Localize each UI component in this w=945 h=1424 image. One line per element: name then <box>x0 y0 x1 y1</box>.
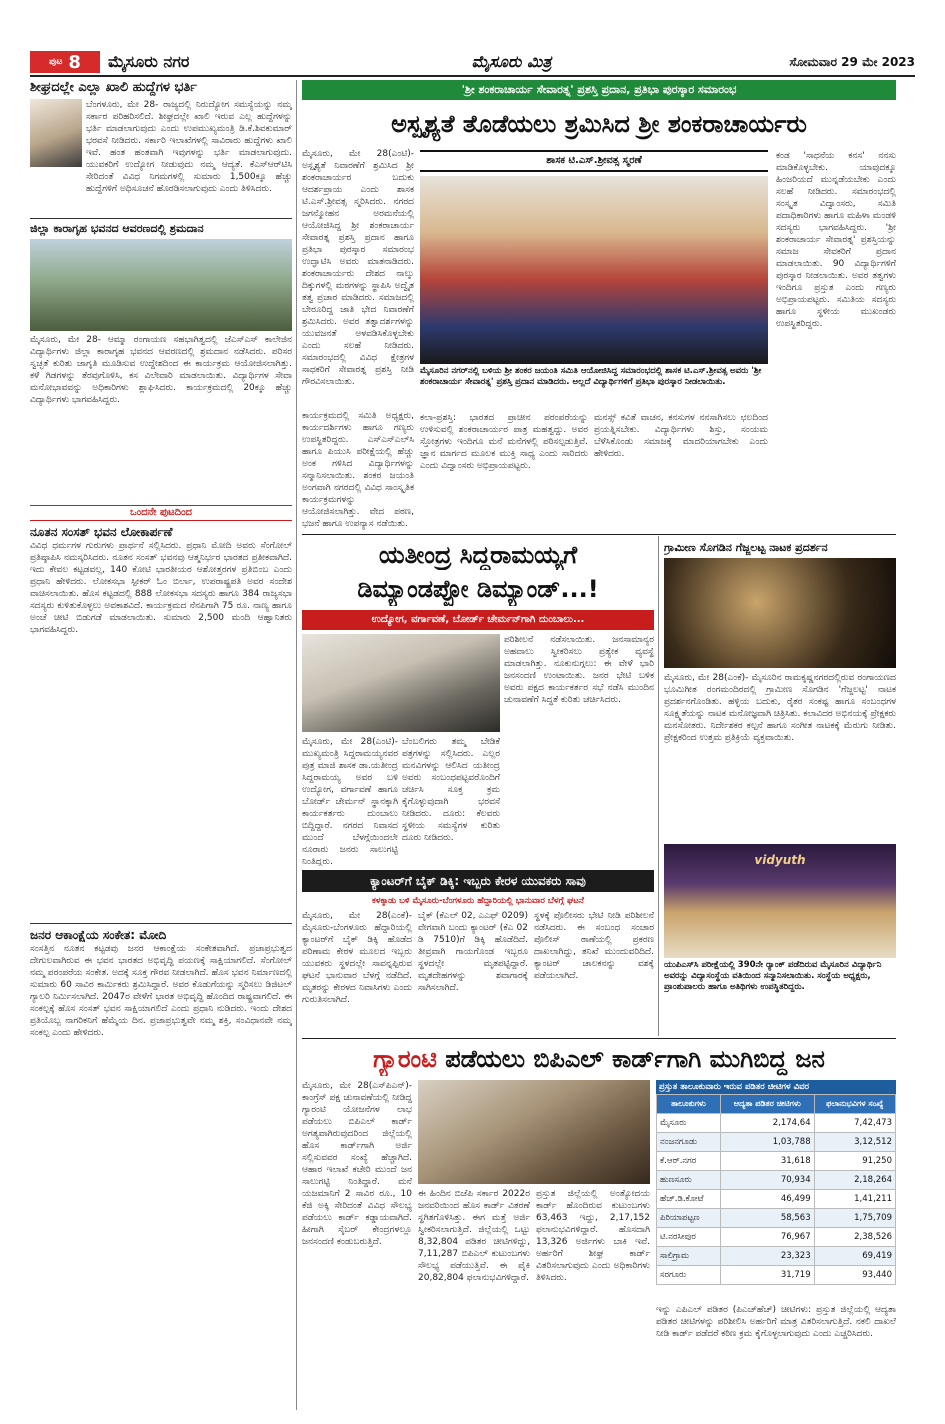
story1-headline: ಶೀಘ್ರದಲ್ಲೇ ಎಲ್ಲಾ ಖಾಲಿ ಹುದ್ದೆಗಳ ಭರ್ತಿ <box>30 80 198 95</box>
taluk-name: ನಂಜನಗೂಡು <box>657 1133 721 1152</box>
table-row <box>657 1266 896 1285</box>
bottom-headline-rest: ಪಡೆಯಲು ಬಿಪಿಎಲ್ ಕಾರ್ಡ್‌ಗಾಗಿ ಮುಗಿಬಿದ್ದ ಜನ <box>445 1045 825 1073</box>
top-story-right: ಕಂಡ 'ಸಾಧನೆಯ ಕನಸ' ನನಸು ಮಾಡಿಕೊಳ್ಳಬೇಕು. ಯಾವುದಕ್ಕೂ ಹಿಂಜರಿಯದೆ ಮುನ್ನಡೆಯಬೇಕು ಎಂದು ಸಲಹೆ ನೀಡಿದರು. ಸಮಾರಂಭದಲ್ಲಿ ಸಂಸ್ಕೃತ ವಿದ್ವಾಂಸರು, ಸಮಿತಿ ಪದಾಧಿಕಾರಿಗಳು ಹಾಗೂ ಮಹಿಳಾ ಮಂಡಳಿ ಸದಸ್ಯರು ಭಾಗವಹಿಸಿದ್ದರು. 'ಶ್ರೀ ಶಂಕರಾಚಾರ್ಯ ಸೇವಾರತ್ನ' ಪ್ರಶಸ್ತಿಯನ್ನು ಸಮಾಜ ಸೇವಕರಿಗೆ ಪ್ರದಾನ ಮಾಡಲಾಯಿತು. 90 ವಿದ್ಯಾರ್ಥಿಗಳಿಗೆ ಪುರಸ್ಕಾರ ನೀಡಲಾಯಿತು. ಅವರ ತತ್ವಗಳು ಇಂದಿಗೂ ಪ್ರಸ್ತುತ ಎಂದು ಗಣ್ಯರು ಅಭಿಪ್ರಾಯಪಟ್ಟರು. ಸಮಿತಿಯ ಸದಸ್ಯರು ಹಾಗೂ ಸ್ಥಳೀಯ ಮುಖಂಡರು ಉಪಸ್ಥಿತರಿದ್ದರು. <box>776 151 896 329</box>
paper-name: ಮೈಸೂರು ಮಿತ್ರ <box>471 52 552 71</box>
bottom-col2: ಈ ಹಿಂದಿನ ಬಿಜೆಪಿ ಸರ್ಕಾರ 2022ರ ಜನವರಿಯಿಂದ ಹೊಸ ಕಾರ್ಡ್ ವಿತರಣೆ ಸ್ಥಗಿತಗೊಳಿಸಿತ್ತು. ಈಗ ಮತ್ತೆ ಅರ್ಜಿ ಸ್ವೀಕರಿಸಲಾಗುತ್ತಿದೆ. ಜಿಲ್ಲೆಯಲ್ಲಿ ಒಟ್ಟು 8,32,804 ಪಡಿತರ ಚೀಟಿಗಳಿದ್ದು, 7,11,287 ಬಿಪಿಎಲ್ ಕುಟುಂಬಗಳು ಸೌಲಭ್ಯ ಪಡೆಯುತ್ತಿವೆ. ಈ ಪೈಕಿ 20,82,804 ಫಲಾನುಭವಿಗಳಿದ್ದಾರೆ. <box>418 1189 530 1283</box>
mid-headline-1: ಯತೀಂದ್ರ ಸಿದ್ದರಾಮಯ್ಯಗೆ <box>378 541 578 569</box>
taluk-name: ಪಿರಿಯಾಪಟ್ಟಣ <box>657 1209 721 1228</box>
ration-col-header: ಆದ್ಯತಾ ಪಡಿತರ ಚೀಟಿಗಳು <box>720 1095 814 1114</box>
section-name: ಮೈಸೂರು ನಗರ <box>108 52 190 71</box>
top-story-subbar: ಶಾಸಕ ಟಿ.ಎಸ್.ಶ್ರೀವತ್ಸ ಸ್ಮರಣೆ <box>420 150 768 172</box>
priority-cards: 1,03,788 <box>720 1133 814 1152</box>
award-photo-caption: ಮೈಸೂರಿನ ನಗರ್‌ನಲ್ಲಿ ಬಳಿಯ ಶ್ರೀ ಶಂಕರ ಜಯಂತಿ ಸಮಿತಿ ಆಯೋಜಿಸಿದ್ದ ಸಮಾರಂಭದಲ್ಲಿ ಶಾಸಕ ಟಿ.ಎಸ್.ಶ್ರೀವತ್ಸ ಅವರು 'ಶ್ರೀ ಶಂಕರಾಚಾರ್ಯ ಸೇವಾರತ್ನ' ಪ್ರಶಸ್ತಿ ಪ್ರದಾನ ಮಾಡಿದರು. ಅಲ್ಲದೆ ವಿದ್ಯಾರ್ಥಿಗಳಿಗೆ ಪ್ರತಿಭಾ ಪುರಸ್ಕಾರ ನೀಡಲಾಯಿತು. <box>420 366 762 387</box>
story3-text: ವಿವಿಧ ಧರ್ಮಗಳ ಗುರುಗಳು ಪ್ರಾರ್ಥನೆ ಸಲ್ಲಿಸಿದರು. ಪ್ರಧಾನಿ ಮೋದಿ ಅವರು ಸೆಂಗೋಲ್ ಪ್ರತಿಷ್ಠಾಪಿಸಿ ನಮಸ್ಕರಿಸಿದರು. ನೂತನ ಸಂಸತ್ ಭವನವು ಆತ್ಮನಿರ್ಭರ ಭಾರತದ ಪ್ರತೀಕವಾಗಿದೆ. ಇದು ಕೇವಲ ಕಟ್ಟಡವಲ್ಲ, 140 ಕೋಟಿ ಭಾರತೀಯರ ಆಶೋತ್ತರಗಳ ಪ್ರತಿಬಿಂಬ ಎಂದು ಪ್ರಧಾನಿ ಹೇಳಿದರು. ಲೋಕಸಭಾ ಸ್ಪೀಕರ್ ಓಂ ಬಿರ್ಲಾ, ಉಪರಾಷ್ಟ್ರಪತಿ ಅವರ ಸಂದೇಶ ವಾಚಿಸಲಾಯಿತು. ಹೊಸ ಕಟ್ಟಡದಲ್ಲಿ 888 ಲೋಕಸಭಾ ಸದಸ್ಯರು ಹಾಗೂ 384 ರಾಜ್ಯಸಭಾ ಸದಸ್ಯರು ಕುಳಿತುಕೊಳ್ಳಲು ಅವಕಾಶವಿದೆ. ಕಾರ್ಯಕ್ರಮದ ನೆನಪಿಗಾಗಿ 75 ರೂ. ನಾಣ್ಯ ಹಾಗೂ ಅಂಚೆ ಚೀಟಿ ಬಿಡುಗಡೆ ಮಾಡಲಾಯಿತು. ಸುಮಾರು 2,500 ಮಂದಿ ಆಹ್ವಾನಿತರು ಭಾಗವಹಿಸಿದ್ದರು. <box>30 541 292 635</box>
beneficiaries: 91,250 <box>814 1152 895 1171</box>
table-row <box>657 1228 896 1247</box>
ration-table <box>656 1094 896 1285</box>
priority-cards: 70,934 <box>720 1171 814 1190</box>
taluk-name: ಹೆಚ್.ಡಿ.ಕೋಟೆ <box>657 1190 721 1209</box>
priority-cards: 58,563 <box>720 1209 814 1228</box>
mid-red-bar: ಉದ್ಯೋಗ, ವರ್ಗಾವಣೆ, ಬೋರ್ಡ್ ಚೇರ್ಮನ್‌ಗಾಗಿ ದುಂಬಾಲು... <box>302 610 654 630</box>
ration-col-header: ಫಲಾನುಭವಿಗಳ ಸಂಖ್ಯೆ <box>814 1095 895 1114</box>
drama-headline: ಗ್ರಾಮೀಣ ಸೊಗಡಿನ ಗೆಜ್ಜಲಟ್ಟ ನಾಟಕ ಪ್ರದರ್ಶನ <box>664 541 828 554</box>
crowd-photo <box>302 634 500 732</box>
beneficiaries: 2,18,264 <box>814 1171 895 1190</box>
bottom-col3: ಪ್ರಸ್ತುತ ಜಿಲ್ಲೆಯಲ್ಲಿ ಅಂತ್ಯೋದಯ ಕಾರ್ಡ್ ಹೊಂದಿರುವ ಕುಟುಂಬಗಳು 63,463 ಇದ್ದು, 2,17,152 ಫಲಾನುಭವಿಗಳಿದ್ದಾರೆ. ಹೊಸದಾಗಿ 13,326 ಅರ್ಜಿಗಳು ಬಾಕಿ ಇವೆ. ಅರ್ಹರಿಗೆ ಶೀಘ್ರ ಕಾರ್ಡ್ ವಿತರಿಸಲಾಗುವುದು ಎಂದು ಅಧಿಕಾರಿಗಳು ತಿಳಿಸಿದರು. <box>536 1189 650 1283</box>
top-story-col4: ಮನಸ್ಸ್ ಕವಿತೆ ವಾಚನ, ಕನಸುಗಳ ನನಸಾಗಿಸಲು ಛಲದಿಂದ ಪ್ರಯತ್ನಿಸಬೇಕು. ವಿದ್ಯಾರ್ಥಿಗಳು ಶಿಸ್ತು, ಸಂಯಮ ಬೆಳೆಸಿಕೊಂಡು ಸಮಾಜಕ್ಕೆ ಮಾದರಿಯಾಗಬೇಕು ಎಂದು ಹೇಳಿದರು. <box>594 413 768 459</box>
page-number-box <box>30 51 100 73</box>
accident-col3: ಸ್ಥಳಕ್ಕೆ ಪೊಲೀಸರು ಭೇಟಿ ನೀಡಿ ಪರಿಶೀಲನೆ ನಡೆಸಿದರು. ಈ ಸಂಬಂಧ ಸಂಚಾರ ಪೊಲೀಸ್ ಠಾಣೆಯಲ್ಲಿ ಪ್ರಕರಣ ದಾಖಲಾಗಿದ್ದು, ತನಿಖೆ ಮುಂದುವರಿದಿದೆ. ಕ್ಯಾಂಟರ್ ಚಾಲಕನನ್ನು ವಶಕ್ಕೆ ಪಡೆಯಲಾಗಿದೆ. <box>534 911 654 981</box>
mid-col2: ಬೆಂಬಲಿಗರು ತಮ್ಮ ಬೇಡಿಕೆ ಪತ್ರಗಳನ್ನು ಸಲ್ಲಿಸಿದರು. ಎಲ್ಲರ ಮನವಿಗಳನ್ನು ಆಲಿಸಿದ ಯತೀಂದ್ರ ಅವರು ಸಂಬಂಧಪಟ್ಟವರೊಂದಿಗೆ ಚರ್ಚಿಸಿ ಸೂಕ್ತ ಕ್ರಮ ಕೈಗೊಳ್ಳುವುದಾಗಿ ಭರವಸೆ ನೀಡಿದರು. ದೂರು: ಕೆಲವರು ಸ್ಥಳೀಯ ಸಮಸ್ಯೆಗಳ ಕುರಿತು ದೂರು ನೀಡಿದರು. <box>402 737 500 843</box>
bottom-headline-red: ಗ್ಯಾರಂಟಿ <box>373 1045 437 1073</box>
page-label: ಪುಟ <box>49 57 63 67</box>
table-row <box>657 1209 896 1228</box>
taluk-name: ಸಾಲಿಗ್ರಾಮ <box>657 1247 721 1266</box>
mid-col1: ಮೈಸೂರು, ಮೇ 28(ಎಂಟಿ)- ಮುಖ್ಯಮಂತ್ರಿ ಸಿದ್ದರಾಮಯ್ಯನವರ ಪುತ್ರ ಮಾಜಿ ಶಾಸಕ ಡಾ.ಯತೀಂದ್ರ ಸಿದ್ದರಾಮಯ್ಯ ಅವರ ಬಳಿ ಉದ್ಯೋಗ, ವರ್ಗಾವಣೆ ಹಾಗೂ ಬೋರ್ಡ್ ಚೇರ್ಮನ್ ಸ್ಥಾನಕ್ಕಾಗಿ ಕಾರ್ಯಕರ್ತರು ದುಂಬಾಲು ಬಿದ್ದಿದ್ದಾರೆ. ನಗರದ ನಿವಾಸದ ಮುಂದೆ ಬೆಳಗ್ಗೆಯಿಂದಲೇ ನೂರಾರು ಜನರು ಸಾಲುಗಟ್ಟಿ ನಿಂತಿದ್ದರು. <box>302 737 398 866</box>
table-row <box>657 1114 896 1133</box>
table-row <box>657 1133 896 1152</box>
page-number: 8 <box>68 51 81 73</box>
taluk-name: ಟಿ.ನರಸೀಪುರ <box>657 1228 721 1247</box>
table-row <box>657 1190 896 1209</box>
story3-headline: ನೂತನ ಸಂಸತ್ ಭವನ ಲೋಕಾರ್ಪಣೆ <box>30 525 173 539</box>
priority-cards: 31,618 <box>720 1152 814 1171</box>
top-story-headline: ಅಸ್ಪೃಶ್ಯತೆ ತೊಡೆಯಲು ಶ್ರಮಿಸಿದ ಶ್ರೀ ಶಂಕರಾಚಾರ್ಯರು <box>391 110 807 138</box>
stage-sign: vidyuth <box>754 853 806 867</box>
priority-cards: 76,967 <box>720 1228 814 1247</box>
beneficiaries: 1,75,709 <box>814 1209 895 1228</box>
priority-cards: 46,499 <box>720 1190 814 1209</box>
priority-cards: 31,719 <box>720 1266 814 1285</box>
ration-table-block <box>656 1080 896 1300</box>
bottom-headline <box>302 1042 896 1076</box>
top-story-col2: ಕಾರ್ಯಕ್ರಮದಲ್ಲಿ ಸಮಿತಿ ಅಧ್ಯಕ್ಷರು, ಕಾರ್ಯದರ್ಶಿಗಳು ಹಾಗೂ ಗಣ್ಯರು ಉಪಸ್ಥಿತರಿದ್ದರು. ಎಸ್ಎಸ್ಎಲ್‌ಸಿ ಹಾಗೂ ಪಿಯುಸಿ ಪರೀಕ್ಷೆಯಲ್ಲಿ ಹೆಚ್ಚು ಅಂಕ ಗಳಿಸಿದ ವಿದ್ಯಾರ್ಥಿಗಳನ್ನು ಸನ್ಮಾನಿಸಲಾಯಿತು. ಶಂಕರ ಜಯಂತಿ ಅಂಗವಾಗಿ ನಗರದಲ್ಲಿ ವಿವಿಧ ಸಾಂಸ್ಕೃತಿಕ ಕಾರ್ಯಕ್ರಮಗಳನ್ನು ಆಯೋಜಿಸಲಾಗಿತ್ತು. ವೇದ ಪಠಣ, ಭಜನೆ ಹಾಗೂ ಉಪನ್ಯಾಸ ನಡೆಯಿತು. <box>302 411 414 529</box>
left-column <box>30 80 292 1410</box>
top-story-col1: ಮೈಸೂರು, ಮೇ 28(ಎಂಟಿ)- ಅಸ್ಪೃಶ್ಯತೆ ನಿವಾರಣೆಗೆ ಶ್ರಮಿಸಿದ ಶ್ರೀ ಶಂಕರಾಚಾರ್ಯರ ಬದುಕು ಆದರ್ಶಪ್ರಾಯ ಎಂದು ಶಾಸಕ ಟಿ.ಎಸ್.ಶ್ರೀವತ್ಸ ಸ್ಮರಿಸಿದರು. ನಗರದ ಜಗನ್ಮೋಹನ ಅರಮನೆಯಲ್ಲಿ ಆಯೋಜಿಸಿದ್ದ ಶ್ರೀ ಶಂಕರಾಚಾರ್ಯ ಸೇವಾರತ್ನ ಪ್ರಶಸ್ತಿ ಪ್ರದಾನ ಹಾಗೂ ಪ್ರತಿಭಾ ಪುರಸ್ಕಾರ ಸಮಾರಂಭ ಉದ್ಘಾಟಿಸಿ ಅವರು ಮಾತನಾಡಿದರು. ಶಂಕರಾಚಾರ್ಯರು ದೇಶದ ನಾಲ್ಕು ದಿಕ್ಕುಗಳಲ್ಲಿ ಮಠಗಳನ್ನು ಸ್ಥಾಪಿಸಿ ಅದ್ವೈತ ತತ್ವ ಪ್ರಚಾರ ಮಾಡಿದರು. ಸಮಾಜದಲ್ಲಿ ಬೇರೂರಿದ್ದ ಜಾತಿ ಭೇದ ನಿವಾರಣೆಗೆ ಶ್ರಮಿಸಿದರು. ಅವರ ತತ್ವಾದರ್ಶಗಳನ್ನು ಯುವಜನತೆ ಅಳವಡಿಸಿಕೊಳ್ಳಬೇಕು ಎಂದು ಸಲಹೆ ನೀಡಿದರು. ಸಮಾರಂಭದಲ್ಲಿ ವಿವಿಧ ಕ್ಷೇತ್ರಗಳ ಸಾಧಕರಿಗೆ ಸೇವಾರತ್ನ ಪ್ರಶಸ್ತಿ ನೀಡಿ ಗೌರವಿಸಲಾಯಿತು. <box>302 149 414 387</box>
story4-headline: ಜನರ ಆಕಾಂಕ್ಷೆಯ ಸಂಕೇತ: ಮೋದಿ <box>30 928 167 942</box>
cleanup-photo <box>30 239 292 331</box>
accident-headline: ಕ್ಯಾಂಟರ್‌ಗೆ ಬೈಕ್ ಡಿಕ್ಕಿ: ಇಬ್ಬರು ಕೇರಳ ಯುವಕರು ಸಾವು <box>302 870 654 892</box>
drama-text: ಮೈಸೂರು, ಮೇ 28(ಎಂಕೆ)- ಮೈಸೂರಿನ ರಾಮಕೃಷ್ಣನಗರದಲ್ಲಿರುವ ರಂಗಾಯಣದ ಭೂಮಿಗೀತ ರಂಗಮಂದಿರದಲ್ಲಿ ಗ್ರಾಮೀಣ ಸೊಗಡಿನ 'ಗೆಜ್ಜಲಟ್ಟ' ನಾಟಕ ಪ್ರದರ್ಶನಗೊಂಡಿತು. ಹಳ್ಳಿಯ ಬದುಕು, ರೈತರ ಸಂಕಷ್ಟ ಹಾಗೂ ಸಂಬಂಧಗಳ ಸೂಕ್ಷ್ಮತೆಯನ್ನು ನಾಟಕ ಮನೋಜ್ಞವಾಗಿ ಚಿತ್ರಿಸಿತು. ಕಲಾವಿದರ ಅಭಿನಯಕ್ಕೆ ಪ್ರೇಕ್ಷಕರು ಮನಸೋತರು. ನಿರ್ದೇಶಕರ ಕಲ್ಪನೆ ಹಾಗೂ ಸಂಗೀತ ನಾಟಕಕ್ಕೆ ಮೆರುಗು ನೀಡಿತು. ಪ್ರೇಕ್ಷಕರಿಂದ ಉತ್ತಮ ಪ್ರತಿಕ್ರಿಯೆ ವ್ಯಕ್ತವಾಯಿತು. <box>664 673 896 743</box>
beneficiaries: 69,419 <box>814 1247 895 1266</box>
priority-cards: 23,323 <box>720 1247 814 1266</box>
story4-text: ಸಂಸತ್ತಿನ ನೂತನ ಕಟ್ಟಡವು ಜನರ ಆಕಾಂಕ್ಷೆಯ ಸಂಕೇತವಾಗಿದೆ. ಪ್ರಜಾಪ್ರಭುತ್ವದ ದೇಗುಲವಾಗಿರುವ ಈ ಭವನ ಭಾರತದ ಅಭಿವೃದ್ಧಿ ಪಯಣಕ್ಕೆ ಸಾಕ್ಷಿಯಾಗಲಿದೆ. ಸೆಂಗೋಲ್ ನಮ್ಮ ಪರಂಪರೆಯ ಸಂಕೇತ. ಅದಕ್ಕೆ ಸೂಕ್ತ ಗೌರವ ನೀಡಲಾಗಿದೆ. ಹೊಸ ಭವನ ನಿರ್ಮಾಣದಲ್ಲಿ ಸುಮಾರು 60 ಸಾವಿರ ಕಾರ್ಮಿಕರು ಶ್ರಮಿಸಿದ್ದಾರೆ. ಅವರ ಕೊಡುಗೆಯನ್ನು ಸ್ಮರಿಸಲು ಡಿಜಿಟಲ್ ಗ್ಯಾಲರಿ ನಿರ್ಮಿಸಲಾಗಿದೆ. 2047ರ ವೇಳೆಗೆ ಭಾರತ ಅಭಿವೃದ್ಧಿ ಹೊಂದಿದ ರಾಷ್ಟ್ರವಾಗಲಿದೆ. ಈ ಸಂಕಲ್ಪಕ್ಕೆ ಹೊಸ ಸಂಸತ್ ಭವನ ಸಾಕ್ಷಿಯಾಗಲಿದೆ ಎಂದು ಪ್ರಧಾನಿ ನುಡಿದರು. ಇಂದು ದೇಶದ ಪ್ರತಿಯೊಬ್ಬ ನಾಗರಿಕನಿಗೆ ಹೆಮ್ಮೆಯ ದಿನ. ಪ್ರಜಾಪ್ರಭುತ್ವವೇ ನಮ್ಮ ಶಕ್ತಿ, ಸಂವಿಧಾನವೇ ನಮ್ಮ ಸಂಕಲ್ಪ ಎಂದು ಹೇಳಿದರು. <box>30 944 292 1038</box>
issue-date: ಸೋಮವಾರ 29 ಮೇ 2023 <box>789 54 915 69</box>
masthead <box>30 50 915 74</box>
story1-text: ಬೆಂಗಳೂರು, ಮೇ 28- ರಾಜ್ಯದಲ್ಲಿ ನಿರುದ್ಯೋಗ ಸಮಸ್ಯೆಯನ್ನು ನಮ್ಮ ಸರ್ಕಾರ ಪರಿಹರಿಸಲಿದೆ. ಶೀಘ್ರದಲ್ಲೇ ಖಾಲಿ ಇರುವ ಎಲ್ಲ ಹುದ್ದೆಗಳನ್ನು ಭರ್ತಿ ಮಾಡಲಾಗುವುದು ಎಂದು ಉಪಮುಖ್ಯಮಂತ್ರಿ ಡಿ.ಕೆ.ಶಿವಕುಮಾರ್ ಭರವಸೆ ನೀಡಿದರು. ಸರ್ಕಾರಿ ಇಲಾಖೆಗಳಲ್ಲಿ ಸಾವಿರಾರು ಹುದ್ದೆಗಳು ಖಾಲಿ ಇವೆ. ಹಂತ ಹಂತವಾಗಿ ಇವುಗಳನ್ನು ಭರ್ತಿ ಮಾಡಲಾಗುವುದು. ಯುವಕರಿಗೆ ಉದ್ಯೋಗ ನೀಡುವುದು ನಮ್ಮ ಆದ್ಯತೆ. ಕೆಎಸ್ಆರ್‌ಟಿಸಿ ಸೇರಿದಂತೆ ವಿವಿಧ ನಿಗಮಗಳಲ್ಲಿ ಸುಮಾರು 1,500ಕ್ಕೂ ಹೆಚ್ಚು ಹುದ್ದೆಗಳಿಗೆ ಅಧಿಸೂಚನೆ ಹೊರಡಿಸಲಾಗುವುದು ಎಂದು ತಿಳಿಸಿದರು. <box>86 100 292 194</box>
bottom-right-text: ಇನ್ನು ಎಪಿಎಲ್ ಪಡಿತರ (ಪಿಎಚ್‌ಹೆಚ್) ಚೀಟಿಗಳು: ಪ್ರಸ್ತುತ ಜಿಲ್ಲೆಯಲ್ಲಿ ಆದ್ಯತಾ ಪಡಿತರ ಚೀಟಿಗಳನ್ನು ಪರಿಶೀಲಿಸಿ ಅರ್ಹರಿಗೆ ಮಾತ್ರ ವಿತರಿಸಲಾಗುತ್ತಿದೆ. ನಕಲಿ ದಾಖಲೆ ನೀಡಿ ಕಾರ್ಡ್ ಪಡೆದರೆ ಕಠಿಣ ಕ್ರಮ ಕೈಗೊಳ್ಳಲಾಗುವುದು ಎಂದು ಎಚ್ಚರಿಸಿದರು. <box>656 1305 896 1339</box>
table-row <box>657 1152 896 1171</box>
felicitation-caption: ಯುಪಿಎಸ್‌ಸಿ ಪರೀಕ್ಷೆಯಲ್ಲಿ 390ನೇ ರ್‍ಯಾಂಕ್ ಪಡೆದಿರುವ ಮೈಸೂರಿನ ವಿದ್ಯಾರ್ಥಿನಿ ಅವರನ್ನು ವಿದ್ಯಾಸಂಸ್ಥೆಯ ವತಿಯಿಂದ ಸನ್ಮಾನಿಸಲಾಯಿತು. ಸಂಸ್ಥೆಯ ಅಧ್ಯಕ್ಷರು, ಪ್ರಾಂಶುಪಾಲರು ಹಾಗೂ ಅತಿಥಿಗಳು ಉಪಸ್ಥಿತರಿದ್ದರು. <box>664 960 882 992</box>
taluk-name: ಮೈಸೂರು <box>657 1114 721 1133</box>
award-ceremony-photo <box>420 176 768 364</box>
story2-headline: ಜಿಲ್ಲಾ ಕಾರಾಗೃಹ ಭವನದ ಆವರಣದಲ್ಲಿ ಶ್ರಮದಾನ <box>30 222 204 235</box>
ration-table-title: ಪ್ರಸ್ತುತ ತಾಲೂಕುವಾರು ಇರುವ ಪಡಿತರ ಚೀಟಿಗಳ ವಿವರ <box>656 1080 896 1094</box>
bottom-section-rule <box>302 1038 896 1039</box>
dk-shivakumar-photo <box>30 99 82 167</box>
mid-right-divider <box>658 536 659 1036</box>
felicitation-photo <box>664 844 896 958</box>
accident-col1: ಮೈಸೂರು, ಮೇ 28(ಎಂಕೆ)- ಮೈಸೂರು-ಬೆಂಗಳೂರು ಹೆದ್ದಾರಿಯಲ್ಲಿ ಕ್ಯಾಂಟರ್‌ಗೆ ಬೈಕ್ ಡಿಕ್ಕಿ ಹೊಡೆದ ಪರಿಣಾಮ ಕೇರಳ ಮೂಲದ ಇಬ್ಬರು ಯುವಕರು ಸ್ಥಳದಲ್ಲೇ ಸಾವನ್ನಪ್ಪಿರುವ ಘಟನೆ ಭಾನುವಾರ ಬೆಳಗ್ಗೆ ನಡೆದಿದೆ. ಮೃತರನ್ನು ಕೇರಳದ ನಿವಾಸಿಗಳು ಎಂದು ಗುರುತಿಸಲಾಗಿದೆ. <box>302 911 412 1005</box>
taluk-name: ಹುಣಸೂರು <box>657 1171 721 1190</box>
taluk-name: ಸರಗೂರು <box>657 1266 721 1285</box>
table-row <box>657 1171 896 1190</box>
beneficiaries: 93,440 <box>814 1266 895 1285</box>
table-row <box>657 1247 896 1266</box>
taluk-name: ಕೆ.ಆರ್.ನಗರ <box>657 1152 721 1171</box>
mid-col3: ಪರಿಶೀಲನೆ ನಡೆಸಲಾಯಿತು. ಜನಸಾಮಾನ್ಯರ ಅಹವಾಲು ಸ್ವೀಕರಿಸಲು ಪ್ರತ್ಯೇಕ ವ್ಯವಸ್ಥೆ ಮಾಡಲಾಗಿತ್ತು. ನೂಕುನುಗ್ಗಲು: ಈ ವೇಳೆ ಭಾರಿ ಜನಸಂದಣಿ ಉಂಟಾಯಿತು. ಜನರ ಭೇಟಿ ಬಳಿಕ ಅವರು ಪಕ್ಷದ ಕಾರ್ಯಕರ್ತರ ಸಭೆ ನಡೆಸಿ ಮುಂದಿನ ಚುನಾವಣೆಗೆ ಸಿದ್ಧತೆ ಕುರಿತು ಚರ್ಚಿಸಿದರು. <box>504 635 654 705</box>
bpl-queue-photo <box>418 1080 650 1184</box>
accident-col2: ಬೈಕ್ (ಕೆಎಲ್ 02, ಎಎಫ್ 0209) ವೇಗವಾಗಿ ಬಂದು ಕ್ಯಾಂಟರ್ (ಕೆಎ 02 ಡಿ 7510)ಗೆ ಡಿಕ್ಕಿ ಹೊಡೆದಿದೆ. ತೀವ್ರವಾಗಿ ಗಾಯಗೊಂಡ ಇಬ್ಬರೂ ಸ್ಥಳದಲ್ಲೇ ಮೃತಪಟ್ಟಿದ್ದಾರೆ. ಮೃತದೇಹಗಳನ್ನು ಶವಾಗಾರಕ್ಕೆ ಸಾಗಿಸಲಾಗಿದೆ. <box>418 911 528 993</box>
mid-headline-2: ಡಿಮ್ಯಾಂಡಪ್ಪೋ ಡಿಮ್ಯಾಂಡ್...! <box>357 575 599 603</box>
top-story-col3: ಕಲಾ-ಪ್ರಶಸ್ತಿ: ಭಾರತದ ಪ್ರಾಚೀನ ಪರಂಪರೆಯನ್ನು ಉಳಿಸುವಲ್ಲಿ ಶಂಕರಾಚಾರ್ಯರ ಪಾತ್ರ ಮಹತ್ವದ್ದು. ಅವರ ಸ್ತೋತ್ರಗಳು ಇಂದಿಗೂ ಮನೆ ಮನೆಗಳಲ್ಲಿ ಪಠಿಸಲ್ಪಡುತ್ತಿವೆ. ಜ್ಞಾನ ಮಾರ್ಗದ ಮೂಲಕ ಮುಕ್ತಿ ಸಾಧ್ಯ ಎಂದು ಸಾರಿದರು ಎಂದು ವಿದ್ವಾಂಸರು ಅಭಿಪ್ರಾಯಪಟ್ಟರು. <box>420 413 588 471</box>
top-story-bottom-rule <box>302 534 896 535</box>
top-story-kicker: 'ಶ್ರೀ ಶಂಕರಾಚಾರ್ಯ ಸೇವಾರತ್ನ' ಪ್ರಶಸ್ತಿ ಪ್ರದಾನ, ಪ್ರತಿಭಾ ಪುರಸ್ಕಾರ ಸಮಾರಂಭ <box>302 80 896 100</box>
beneficiaries: 1,41,211 <box>814 1190 895 1209</box>
bottom-col1: ಮೈಸೂರು, ಮೇ 28(ಎಸ್‌ಪಿಎನ್)- ಕಾಂಗ್ರೆಸ್ ಪಕ್ಷ ಚುನಾವಣೆಯಲ್ಲಿ ನೀಡಿದ್ದ ಗ್ಯಾರಂಟಿ ಯೋಜನೆಗಳ ಲಾಭ ಪಡೆಯಲು ಬಿಪಿಎಲ್ ಕಾರ್ಡ್ ಅಗತ್ಯವಾಗಿರುವುದರಿಂದ ಜಿಲ್ಲೆಯಲ್ಲಿ ಹೊಸ ಕಾರ್ಡ್‌ಗಾಗಿ ಅರ್ಜಿ ಸಲ್ಲಿಸುವವರ ಸಂಖ್ಯೆ ಹೆಚ್ಚಾಗಿದೆ. ಆಹಾರ ಇಲಾಖೆ ಕಚೇರಿ ಮುಂದೆ ಜನ ಸಾಲುಗಟ್ಟಿ ನಿಂತಿದ್ದಾರೆ. ಮನೆ ಯಜಮಾನಿಗೆ 2 ಸಾವಿರ ರೂ., 10 ಕೆಜಿ ಅಕ್ಕಿ ಸೇರಿದಂತೆ ವಿವಿಧ ಸೌಲಭ್ಯ ಪಡೆಯಲು ಕಾರ್ಡ್ ಕಡ್ಡಾಯವಾಗಿದೆ. ಹೀಗಾಗಿ ಸೈಬರ್ ಕೇಂದ್ರಗಳಲ್ಲೂ ಜನಸಂದಣಿ ಕಂಡುಬರುತ್ತಿದೆ. <box>302 1081 412 1247</box>
accident-subhead: ಕಳಕ್ಕಾಡು ಬಳಿ ಮೈಸೂರು-ಬೆಂಗಳೂರು ಹೆದ್ದಾರಿಯಲ್ಲಿ ಭಾನುವಾರ ಬೆಳಗ್ಗೆ ಘಟನೆ <box>372 896 584 906</box>
masthead-rule <box>30 75 915 77</box>
left-column-divider <box>296 80 297 1410</box>
story2-text: ಮೈಸೂರು, ಮೇ 28- ಆಮ್ಮಾ ರಂಗಾಯಣ ಸಹಭಾಗಿತ್ವದಲ್ಲಿ ಜೆಎಸ್‌ಎಸ್ ಕಾಲೇಜಿನ ವಿದ್ಯಾರ್ಥಿಗಳು ಜಿಲ್ಲಾ ಕಾರಾಗೃಹ ಭವನದ ಆವರಣದಲ್ಲಿ ಶ್ರಮದಾನ ನಡೆಸಿದರು. ಪರಿಸರ ಸ್ವಚ್ಛತೆ ಕುರಿತು ಜಾಗೃತಿ ಮೂಡಿಸುವ ಉದ್ದೇಶದಿಂದ ಈ ಕಾರ್ಯಕ್ರಮ ಆಯೋಜಿಸಲಾಗಿತ್ತು. ಕಳೆ ಗಿಡಗಳನ್ನು ತೆರವುಗೊಳಿಸಿ, ಕಸ ವಿಲೇವಾರಿ ಮಾಡಲಾಯಿತು. ವಿದ್ಯಾರ್ಥಿಗಳ ಸೇವಾ ಮನೋಭಾವವನ್ನು ಅಧಿಕಾರಿಗಳು ಶ್ಲಾಘಿಸಿದರು. ಕಾರ್ಯಕ್ರಮದಲ್ಲಿ 20ಕ್ಕೂ ಹೆಚ್ಚು ವಿದ್ಯಾರ್ಥಿಗಳು ಭಾಗವಹಿಸಿದ್ದರು. <box>30 335 292 405</box>
ration-col-header: ತಾಲೂಕುಗಳು <box>657 1095 721 1114</box>
priority-cards: 2,174,64 <box>720 1114 814 1133</box>
beneficiaries: 7,42,473 <box>814 1114 895 1133</box>
beneficiaries: 2,38,526 <box>814 1228 895 1247</box>
from-front-page-label: ಒಂದನೇ ಪುಟದಿಂದ <box>30 505 292 521</box>
drama-photo <box>664 558 896 668</box>
beneficiaries: 3,12,512 <box>814 1133 895 1152</box>
